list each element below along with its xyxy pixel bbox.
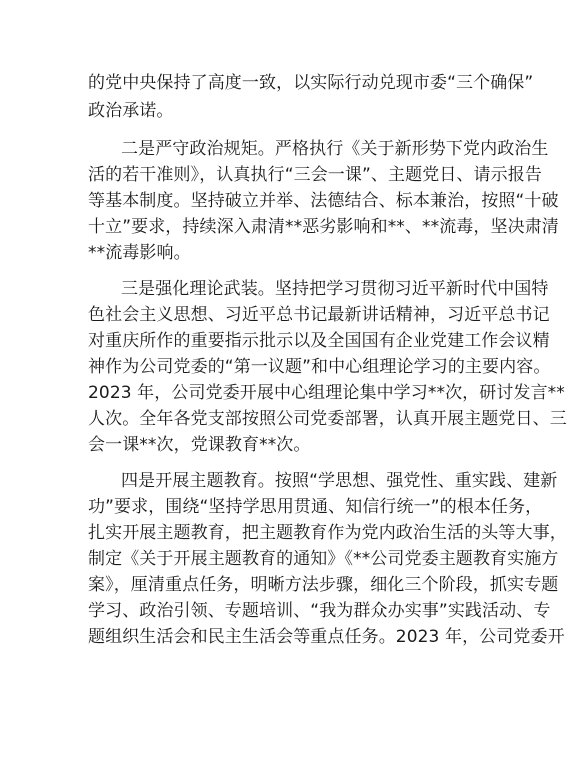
text-line: 政治承诺。	[88, 101, 174, 121]
text-line: 活的若干准则》，认真执行“三会一课”、主题党日、请示报告	[88, 165, 542, 185]
text-line: 色社会主义思想、习近平总书记最新讲话精神，习近平总书记	[88, 305, 550, 325]
text-line: 案》，厘清重点任务，明晰方法步骤，细化三个阶段，抓实专题	[88, 575, 559, 595]
text-line: 人次。全年各党支部按照公司党委部署，认真开展主题党日、三	[88, 409, 567, 429]
text-line: 的党中央保持了高度一致，以实际行动兑现市委“三个确保”	[88, 73, 534, 93]
text-line: 制定《关于开展主题教育的通知》《**公司党委主题教育实施方	[88, 549, 559, 569]
text-line: 十立”要求，持续深入肃清**恶劣影响和**、**流毒，坚决肃清	[88, 217, 559, 237]
text-line: 对重庆所作的重要指示批示以及全国国有企业党建工作会议精	[88, 331, 550, 351]
text-line: 等基本制度。坚持破立并举、法德结合、标本兼治，按照“十破	[88, 191, 559, 211]
text-line: 功”要求，围绕“坚持学思用贯通、知信行统一”的根本任务，	[88, 497, 543, 517]
text-line: 扎实开展主题教育，把主题教育作为党内政治生活的头等大事，	[88, 523, 567, 543]
text-line: 2023 年，公司党委开展中心组理论集中学习**次，研讨发言**	[88, 383, 565, 403]
text-line: 神作为公司党委的“第一议题”和中心组理论学习的主要内容。	[88, 357, 551, 377]
text-line: 会一课**次，党课教育**次。	[88, 435, 311, 455]
paragraph-start-line: 四是开展主题教育。按照“学思想、强党性、重实践、建新	[121, 471, 558, 491]
text-line: 学习、政治引领、专题培训、“我为群众办实事”实践活动、专	[88, 601, 551, 621]
paragraph-start-line: 三是强化理论武装。坚持把学习贯彻习近平新时代中国特	[121, 279, 549, 299]
text-line: **流毒影响。	[88, 243, 191, 263]
paragraph-start-line: 二是严守政治规矩。严格执行《关于新形势下党内政治生	[121, 139, 549, 159]
text-line: 题组织生活会和民主生活会等重点任务。2023 年，公司党委开	[88, 627, 565, 647]
